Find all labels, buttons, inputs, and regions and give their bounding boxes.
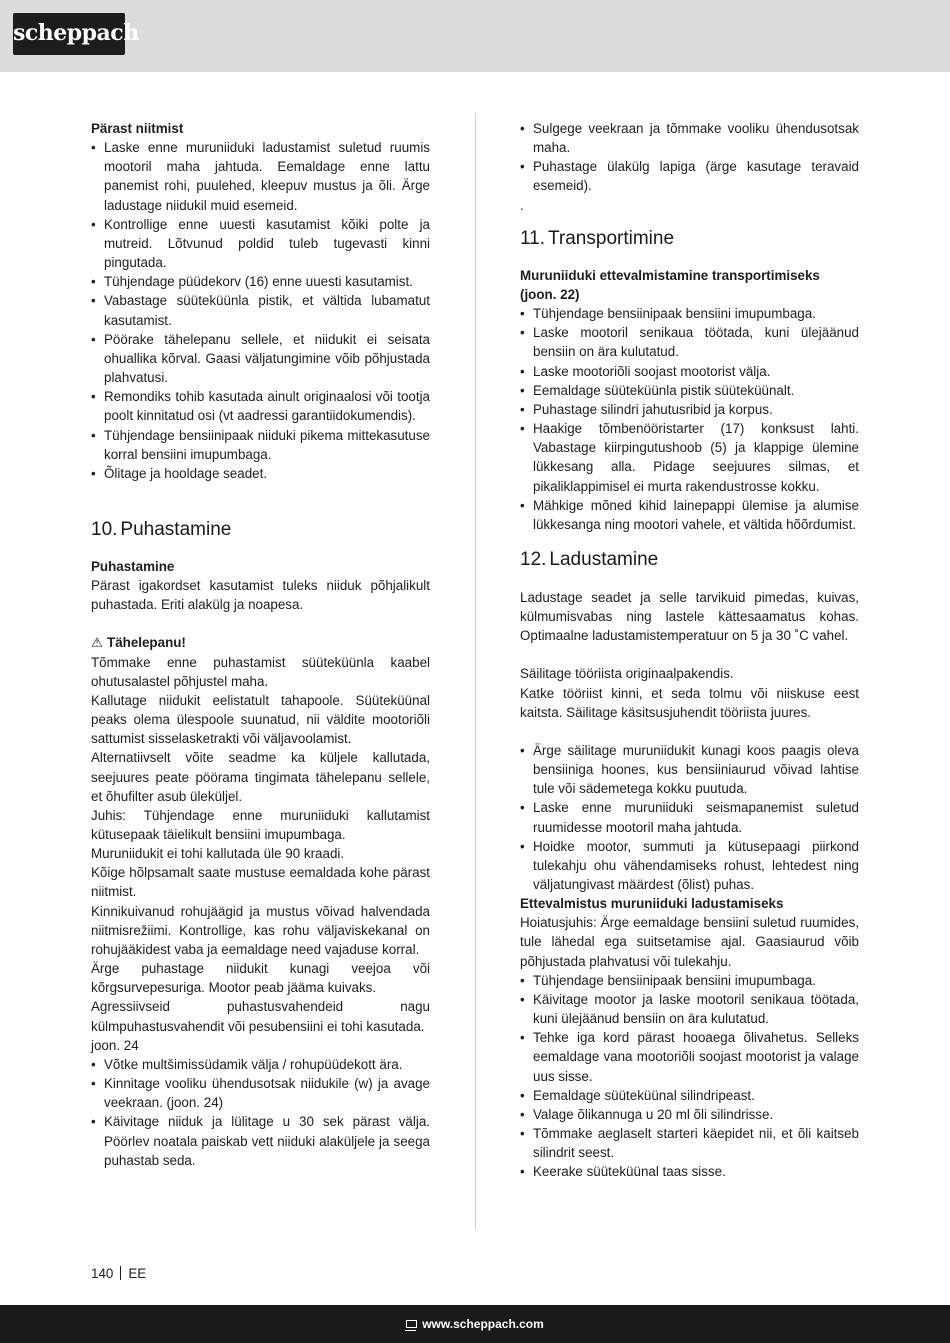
cleaning-list <box>91 1055 430 1170</box>
storage-prep-warning: Hoiatusjuhis: Ärge eemaldage bensiini suletud ruumides, tule lähedal ega suitsetamise ajal. Gaasiaurud võib põhjustada plahvatusi või tulekahju. <box>520 915 859 969</box>
warning-paragraph: Alternatiivselt võite seadme ka küljele kallutada, seejuures peate pöörama tingimata tähelepanu sellele, et õhufilter asub üleküljel. <box>91 750 430 804</box>
list-item: • Käivitage mootor ja laske mootoril senikaua töötada, kuni ülejäänud bensiin on ära kulutatud. <box>520 990 859 1028</box>
list-item: • Ärge säilitage muruniidukit kunagi koos paagis oleva bensiiniga hoones, kus bensiiniaurud võivad lahtise tule või sädemetega kokku puutuda. <box>520 741 859 798</box>
list-item: • Pöörake tähelepanu sellele, et niidukit ei seisata ohuallika kõrval. Gaasi väljatungimine võib põhjustada plahvatusi. <box>91 330 430 387</box>
list-item: • Remondiks tohib kasutada ainult originaalosi või tootja poolt kinnitatud osi (vt aadressi garantiidokumendis). <box>91 387 430 425</box>
transport-subheading: Muruniiduki ettevalmistamine transportimiseks (joon. 22) <box>520 267 820 302</box>
list-item: • Tühjendage püüdekorv (16) enne uuesti kasutamist. <box>91 272 430 291</box>
warning-paragraph: Kõige hõlpsamalt saate mustuse eemaldada kohe pärast niitmist. <box>91 865 430 900</box>
storage-paragraph: Katke tööriist kinni, et seda tolmu või niiskuse eest kaitsta. Säilitage käsitsusjuhendit tööriista juures. <box>520 685 859 720</box>
warning-paragraph: Kallutage niidukit eelistatult tahapoole. Süüteküünal peaks olema ülespoole suunatud, nii väldite mootoriõli sattumist sisselasketrakti või väljavoolamist. <box>91 692 430 747</box>
warning-paragraph: Muruniidukit ei tohi kallutada üle 90 kraadi. <box>91 846 345 862</box>
warning-triangle-icon: ⚠ <box>91 635 104 651</box>
cleaning-intro: Pärast igakordset kasutamist tuleks niiduk põhjalikult puhastada. Eriti alakülg ja noapesa. <box>91 578 430 613</box>
header-bar <box>0 0 950 72</box>
stray-dot: . <box>520 197 524 213</box>
warning-heading <box>91 633 430 652</box>
storage-prep-list <box>520 971 859 1182</box>
list-item: • Õlitage ja hooldage seadet. <box>91 464 430 483</box>
list-item: • Puhastage silindri jahutusribid ja korpus. <box>520 400 859 419</box>
list-item: • Tühjendage bensiinipaak bensiini imupumbaga. <box>520 304 859 323</box>
footer-bar <box>0 1305 950 1343</box>
storage-list <box>520 741 859 894</box>
after-mowing-list <box>91 138 430 483</box>
computer-icon <box>406 1320 417 1328</box>
list-item: • Laske enne muruniiduki seismapanemist suletud ruumidesse mootoril maha jahtuda. <box>520 798 859 836</box>
list-item: • Võtke multšimissüdamik välja / rohupüüdekott ära. <box>91 1055 430 1074</box>
left-column <box>91 119 430 1170</box>
list-item: • Käivitage niiduk ja lülitage u 30 sek pärast välja. Pöörlev noatala paiskab vett niiduki alaküljele ja seega puhastab seda. <box>91 1112 430 1169</box>
list-item: • Puhastage ülakülg lapiga (ärge kasutage teravaid esemeid). <box>520 157 859 195</box>
section-title: Puhastamine <box>120 518 232 540</box>
list-item: • Hoidke mootor, summuti ja kütusepaagi piirkond tulekahju ohu vähendamiseks rohust, lehtedest ning väljatungivast määrdest (õlist) puhas. <box>520 837 859 894</box>
section-11-heading <box>520 227 859 251</box>
warning-paragraph: Agressiivseid puhastusvahendeid nagu külmpuhastusvahendit või pesubensiini ei tohi kasutada. <box>91 999 430 1034</box>
list-item: • Vabastage süüteküünla pistik, et vältida lubamatut kasutamist. <box>91 291 430 329</box>
language-code: EE <box>128 1266 147 1281</box>
list-item: • Eemaldage süüteküünla pistik süüteküünalt. <box>520 381 859 400</box>
list-item: • Laske mootoriõli soojast mootorist välja. <box>520 362 859 381</box>
cleaning-subheading: Puhastamine <box>91 558 175 574</box>
section-number: 12. <box>520 548 547 570</box>
website-link[interactable]: www.scheppach.com <box>422 1317 544 1331</box>
warning-paragraph: Kinnikuivanud rohujäägid ja mustus võivad halvendada niitmisrežiimi. Kontrollige, kas rohu väljaviskekanal on rohujääkidest vaba ja eemaldage need vajaduse korral. <box>91 903 430 957</box>
section-title: Ladustamine <box>549 548 659 570</box>
transport-list <box>520 304 859 534</box>
footer-url-row <box>0 1314 950 1334</box>
list-item: • Kontrollige enne uuesti kasutamist kõiki polte ja mutreid. Lõtvunud poldid tuleb tugevasti kinni pingutada. <box>91 215 430 272</box>
column-divider <box>475 113 476 1230</box>
section-number: 11. <box>520 227 546 249</box>
section-12-heading <box>520 548 859 572</box>
scheppach-logo: scheppach <box>13 13 125 55</box>
page-number: 140 <box>91 1266 114 1281</box>
section-title: Transportimine <box>548 227 675 249</box>
footer-separator <box>120 1266 121 1280</box>
list-item: • Tõmmake aeglaselt starteri käepidet nii, et õli kaitseb silindrit seest. <box>520 1124 859 1162</box>
list-item: • Tehke iga kord pärast hooaega õlivahetus. Selleks eemaldage vana mootoriõli soojast mootorist ja valage uus sisse. <box>520 1028 859 1085</box>
figure-reference: joon. 24 <box>91 1037 139 1053</box>
warning-paragraph: Ärge puhastage niidukit kunagi veejoa või kõrgsurvepesuriga. Mootor peab jääma kuivaks. <box>91 961 430 996</box>
list-item: • Mähkige mõned kihid lainepappi ülemise ja alumise lükkesanga ning mootori vahele, et vältida hõõrdumist. <box>520 496 859 534</box>
warning-paragraph: Tõmmake enne puhastamist süüteküünla kaabel ohutusalastel põhjustel maha. <box>91 654 430 689</box>
storage-paragraph: Ladustage seadet ja selle tarvikuid pimedas, kuivas, külmumisvabas ning lastele kättesaamatus kohas. Optimaalne ladustamistemperatuur on 5 ja 30 ˚C vahel. <box>520 589 859 644</box>
list-item: • Tühjendage bensiinipaak niiduki pikema mittekasutuse korral bensiini imupumbaga. <box>91 426 430 464</box>
list-item: • Laske enne muruniiduki ladustamist suletud ruumis mootoril maha jahtuda. Eemaldage enne lattu panemist rohi, puulehed, kleepuv mustus ja õli. Ärge ladustage niidukil muid esemeid. <box>91 138 430 215</box>
list-item: • Valage õlikannuga u 20 ml õli silindrisse. <box>520 1105 859 1124</box>
list-item: • Sulgege veekraan ja tõmmake vooliku ühendusotsak maha. <box>520 119 859 157</box>
list-item: • Haakige tõmbenööristarter (17) konksust lahti. Vabastage kiirpingutushoob (5) ja klappige ülemine lükkesang alla. Pidage seejuures silmas, et pikaliklappimisel ei murta rakendustrosse kokku. <box>520 419 859 496</box>
list-item: • Laske mootoril senikaua töötada, kuni ülejäänud bensiin on ära kulutatud. <box>520 323 859 361</box>
list-item: • Eemaldage süüteküünal silindripeast. <box>520 1086 859 1105</box>
list-item: • Keerake süüteküünal taas sisse. <box>520 1162 859 1181</box>
warning-title: Tähelepanu! <box>107 635 186 651</box>
list-item: • Tühjendage bensiinipaak bensiini imupumbaga. <box>520 971 859 990</box>
right-column <box>520 119 859 1182</box>
page-footer <box>91 1264 146 1283</box>
cleaning-continued-list <box>520 119 859 196</box>
list-item: • Kinnitage vooliku ühendusotsak niidukile (w) ja avage veekraan. (joon. 24) <box>91 1074 430 1112</box>
storage-prep-heading: Ettevalmistus muruniiduki ladustamiseks <box>520 896 784 912</box>
after-mowing-heading: Pärast niitmist <box>91 121 184 136</box>
storage-paragraph: Säilitage tööriista originaalpakendis. <box>520 666 734 682</box>
warning-paragraph: Juhis: Tühjendage enne muruniiduki kallutamist kütusepaak täielikult bensiini imupumbaga. <box>91 807 430 842</box>
section-10-heading <box>91 518 430 542</box>
section-number: 10. <box>91 518 118 540</box>
